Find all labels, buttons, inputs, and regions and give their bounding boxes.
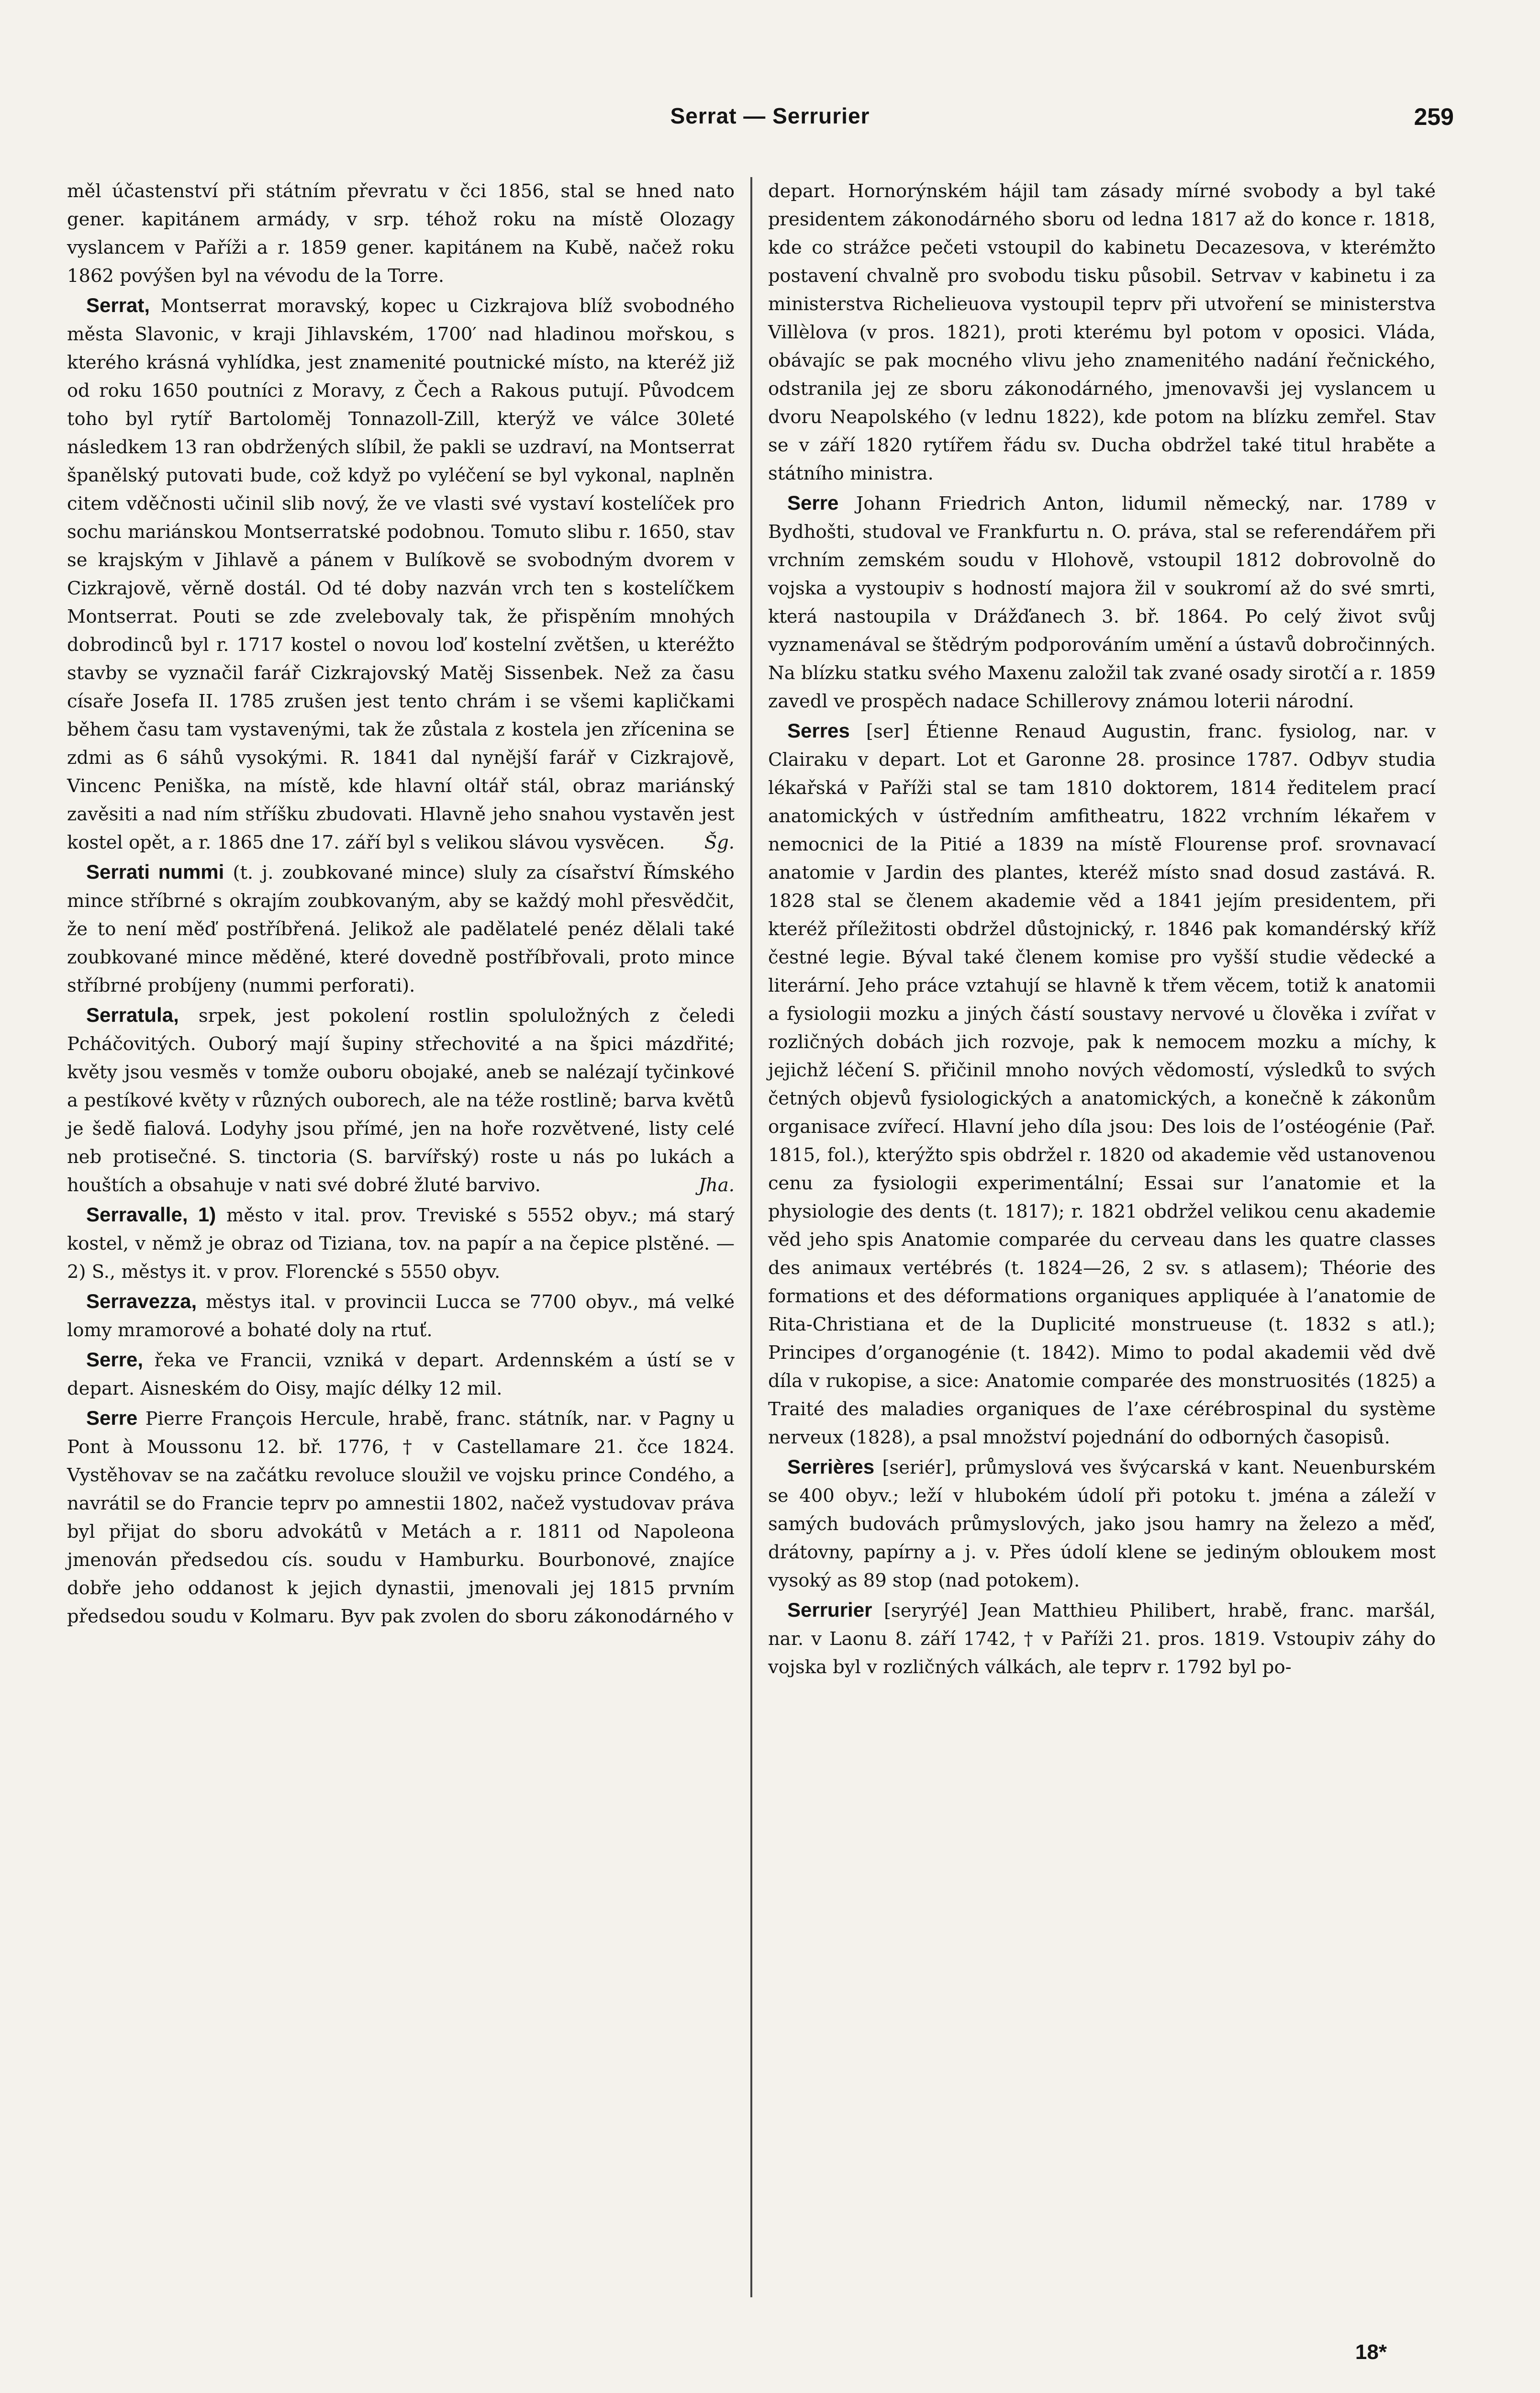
dictionary-entry xyxy=(67,1287,735,1344)
entry-headword: Serre, xyxy=(86,1348,144,1371)
dictionary-entry xyxy=(67,1200,735,1286)
entry-text: depart. Hornorýnském hájil tam zásady mírné svobody a byl také presidentem zákonodárného sboru od ledna 1817 až do konce r. 1818, kde co strážce pečeti vstoupil do kabinetu Decazesova, v kterémžto postavení chvalně pro svobodu tisku působil. Setrvav v kabinetu i za ministerstva Richelieuova vystoupil teprv při utvoření se ministerstva Villèlova (v pros. 1821), proti kterému byl potom v oposici. Vláda, obávajíc se pak mocného vlivu jeho znamenitého nadání řečnického, odstranila jej ze sboru zákonodárného, jmenovavši jej vyslancem u dvoru Neapolského (v lednu 1822), kde potom na blízku zemřel. Stav se v září 1820 rytířem řádu sv. Ducha obdržel také titul hraběte a státního ministra. xyxy=(768,180,1436,484)
dictionary-entry xyxy=(67,858,735,1000)
entry-headword: Serravalle, 1) xyxy=(86,1203,216,1226)
entry-author-initials: Šg. xyxy=(704,832,735,853)
dictionary-entry xyxy=(67,177,735,290)
right-column xyxy=(768,177,1436,2297)
dictionary-entry xyxy=(67,1345,735,1403)
entry-headword: Serrurier xyxy=(787,1599,872,1621)
entry-author-initials: Jha. xyxy=(698,1174,735,1196)
entry-text: (t. j. zoubkované mince) sluly za císařství Římského mince stříbrné s okrajím zoubkovaným, aby se každý mohl přesvědčit, že to není měď postříbřená. Jelikož ale padělatelé penéz dělali také zoubkované mince měděné, které dovedně postříbřovali, proto mince stříbrné probíjeny (nummi perforati). xyxy=(67,862,735,996)
running-head: Serrat — Serrurier xyxy=(670,103,870,128)
entry-headword: Serravezza, xyxy=(86,1290,197,1312)
column-divider xyxy=(750,177,752,2297)
entry-text: [ser] Étienne Renaud Augustin, franc. fysiolog, nar. v Clairaku v depart. Lot et Garonne 28. prosince 1787. Odbyv studia lékařská v Paříži stal se tam 1810 doktorem, 1814 ředitelem prací anatomických v ústředním amfitheatru, 1822 vrchním lékařem v nemocnici de la Pitié a 1839 na místě Flourense prof. srovnavací anatomie v Jardin des plantes, kteréž místo snad dosud zastává. R. 1828 stal se členem akademie věd a 1841 jejím presidentem, při kteréž příležitosti obdržel důstojnický, r. 1846 pak komandérský kříž čestné legie. Býval také členem komise pro vyšší studie vědecké a literární. Jeho práce vztahují se hlavně k třem věcem, totiž k anatomii a fysiologii mozku a jiných částí soustavy nervové u člověka i zvířat v rozličných dobách jich rozvoje, pak k nemocem mozku a míchy, k jejichž léčení S. přičinil mnoho nových vědomostí, výsledků to svých četných objevů fysiologických a anatomických, a konečně k zákonům organisace zvířecí. Hlavní jeho díla jsou: Des lois de l’ostéogénie (Pař. 1815, fol.), kterýžto spis obdržel r. 1820 od akademie věd ustanovenou cenu za fysiologii experimentální; Essai sur l’anatomie et la physiologie des dents (t. 1817); r. 1821 obdržel velikou cenu akademie věd jeho spis Anatomie comparée du cerveau dans les quatre classes des animaux vertébrés (t. 1824—26, 2 sv. s atlasem); Théorie des formations et des déformations organiques appliquée à l’anatomie de Rita-Christiana et de la Duplicité monstrueuse (t. 1832 s atl.); Principes d’organogénie (t. 1842). Mimo to podal akademii věd dvě díla v rukopise, a sice: Anatomie comparée des monstruosités (1825) a Traité des maladies organiques de l’axe cérébrospinal du système nerveux (1828), a psal množství pojednání do odborných časopisů. xyxy=(768,721,1436,1448)
entry-text: [seriér], průmyslová ves švýcarská v kant. Neuenburském se 400 obyv.; leží v hlubokém údolí při potoku t. jména a záleží v samých budovách průmyslových, jako jsou hamry na železo a měď, drátovny, papírny a j. v. Přes údolí klene se jediným obloukem most vysoký as 89 stop (nad potokem). xyxy=(768,1457,1436,1591)
dictionary-entry xyxy=(768,716,1436,1452)
page-header xyxy=(72,103,1468,136)
dictionary-entry xyxy=(768,489,1436,716)
entry-text: město v ital. prov. Treviské s 5552 obyv.; má starý kostel, v němž je obraz od Tiziana, tov. na papír a na čepice plstěné. — 2) S., městys it. v prov. Florencké s 5550 obyv. xyxy=(67,1205,735,1283)
entry-text: městys ital. v provincii Lucca se 7700 obyv., má velké lomy mramorové a bohaté doly na rtuť. xyxy=(67,1291,735,1341)
dictionary-entry xyxy=(67,1404,735,1631)
page-number: 259 xyxy=(1414,103,1454,130)
entry-text: Johann Friedrich Anton, lidumil německý, nar. 1789 v Bydhošti, studoval ve Frankfurtu n. O. práva, stal se referendářem při vrchním zemském soudu v Hlohově, vstoupil 1812 dobrovolně do vojska a vystoupiv s hodností majora žil v soukromí až do své smrti, která nastoupila v Drážďanech 3. bř. 1864. Po celý život svůj vyznamenával se štědrým podporováním umění a ústavů dobročinných. Na blízku statku svého Maxenu založil tak zvané osady sirotčí a r. 1859 zavedl ve prospěch nadace Schillerovy známou loterii národní. xyxy=(768,493,1436,712)
dictionary-entry xyxy=(768,1453,1436,1595)
entry-text: [seryrýé] Jean Matthieu Philibert, hrabě, franc. maršál, nar. v Laonu 8. září 1742, † v Paříži 21. pros. 1819. Vstoupiv záhy do vojska byl v rozličných válkách, ale teprv r. 1792 byl po- xyxy=(768,1600,1436,1678)
entry-text: Montserrat moravský, kopec u Cizkrajova blíž svobodného města Slavonic, v kraji Jihlavském, 1700′ nad hladinou mořskou, s kterého krásná vyhlídka, jest znamenité poutnické místo, na kteréž již od roku 1650 poutníci z Moravy, z Čech a Rakous putují. Původcem toho byl rytíř Bartoloměj Tonnazoll-Zill, kterýž ve válce 30leté následkem 13 ran obdržených slíbil, že pakli se uzdraví, na Montserrat španělský putovati bude, což když po vyléčení se byl vykonal, naplněn citem vděčnosti učinil slib nový, že ve vlasti své vystaví kostelíček pro sochu mariánskou Montserratské podobnou. Tomuto slibu r. 1650, stav se krajským v Jihlavě a pánem v Bulíkově se svobodným dvorem v Cizkrajově, věrně dostál. Od té doby nazván vrch ten s kostelíčkem Montserrat. Pouti se zde zvelebovaly tak, že přispěním mnohých dobrodinců byl r. 1717 kostel o novou loď kostelní zvětšen, u kteréžto stavby se vyznačil farář Cizkrajovský Matěj Sissenbek. Než za času císaře Josefa II. 1785 zrušen jest tento chrám i se všemi kapličkami během času tam vystavenými, tak že zůstala z kostela jen zřícenina se zdmi as 6 sáhů vysokými. R. 1841 dal nynější farář v Cizkrajově, Vincenc Peniška, na místě, kde hlavní oltář stál, obraz mariánský zavěsiti a nad ním stříšku zbudovati. Hlavně jeho snahou vystavěn jest kostel opět, a r. 1865 dne 17. září byl s velikou slávou vysvěcen. xyxy=(67,295,735,853)
entry-headword: Serres xyxy=(787,719,850,742)
left-column xyxy=(67,177,735,2297)
entry-headword: Serrati nummi xyxy=(86,861,224,883)
dictionary-entry xyxy=(768,177,1436,488)
dictionary-entry xyxy=(768,1596,1436,1681)
entry-text: Pierre François Hercule, hrabě, franc. státník, nar. v Pagny u Pont à Moussonu 12. bř. 1776, † v Castellamare 21. čce 1824. Vystěhovav se na začátku revoluce sloužil ve vojsku prince Condého, a navrátil se do Francie teprv po amnestii 1802, načež vystudovav práva byl přijat do sboru advokátů v Metách a r. 1811 od Napoleona jmenován předsedou cís. soudu v Hamburku. Bourbonové, znajíce dobře jeho oddanost k jejich dynastii, jmenovali jej 1815 prvním předsedou soudu v Kolmaru. Byv pak zvolen do sboru zákonodárného v xyxy=(67,1408,735,1627)
entry-text: řeka ve Francii, vzniká v depart. Ardennském a ústí se v depart. Aisneském do Oisy, majíc délky 12 mil. xyxy=(67,1350,735,1399)
entry-text: srpek, jest pokolení rostlin spoluložných z čeledi Pcháčovitých. Ouborý mají šupiny střechovité a na špici mázdřité; květy jsou vesměs v tomže ouboru obojaké, aneb se nalézají tyčinkové a pestíkové květy v různých ouborech, ale na téže rostlině; barva květů je šedě fialová. Lodyhy jsou přímé, jen na hoře rozvětvené, listy celé neb protisečné. S. tinctoria (S. barvířský) roste u nás po lukách a houštích a obsahuje v nati své dobré žluté barvivo. xyxy=(67,1005,735,1196)
dictionary-entry xyxy=(67,291,735,857)
entry-headword: Serre xyxy=(787,492,839,514)
entry-headword: Serrat, xyxy=(86,294,150,316)
entry-text: měl účastenství při státním převratu v čci 1856, stal se hned nato gener. kapitánem armády, v srp. téhož roku na místě Olozagy vyslancem v Paříži a r. 1859 gener. kapitánem na Kubě, načež roku 1862 povýšen byl na vévodu de la Torre. xyxy=(67,180,735,287)
text-columns xyxy=(67,177,1436,2297)
dictionary-entry xyxy=(67,1001,735,1199)
entry-headword: Serre xyxy=(86,1407,138,1429)
entry-headword: Serrières xyxy=(787,1455,875,1478)
sheet-signature: 18* xyxy=(1355,2340,1387,2364)
entry-headword: Serratula, xyxy=(86,1004,179,1026)
